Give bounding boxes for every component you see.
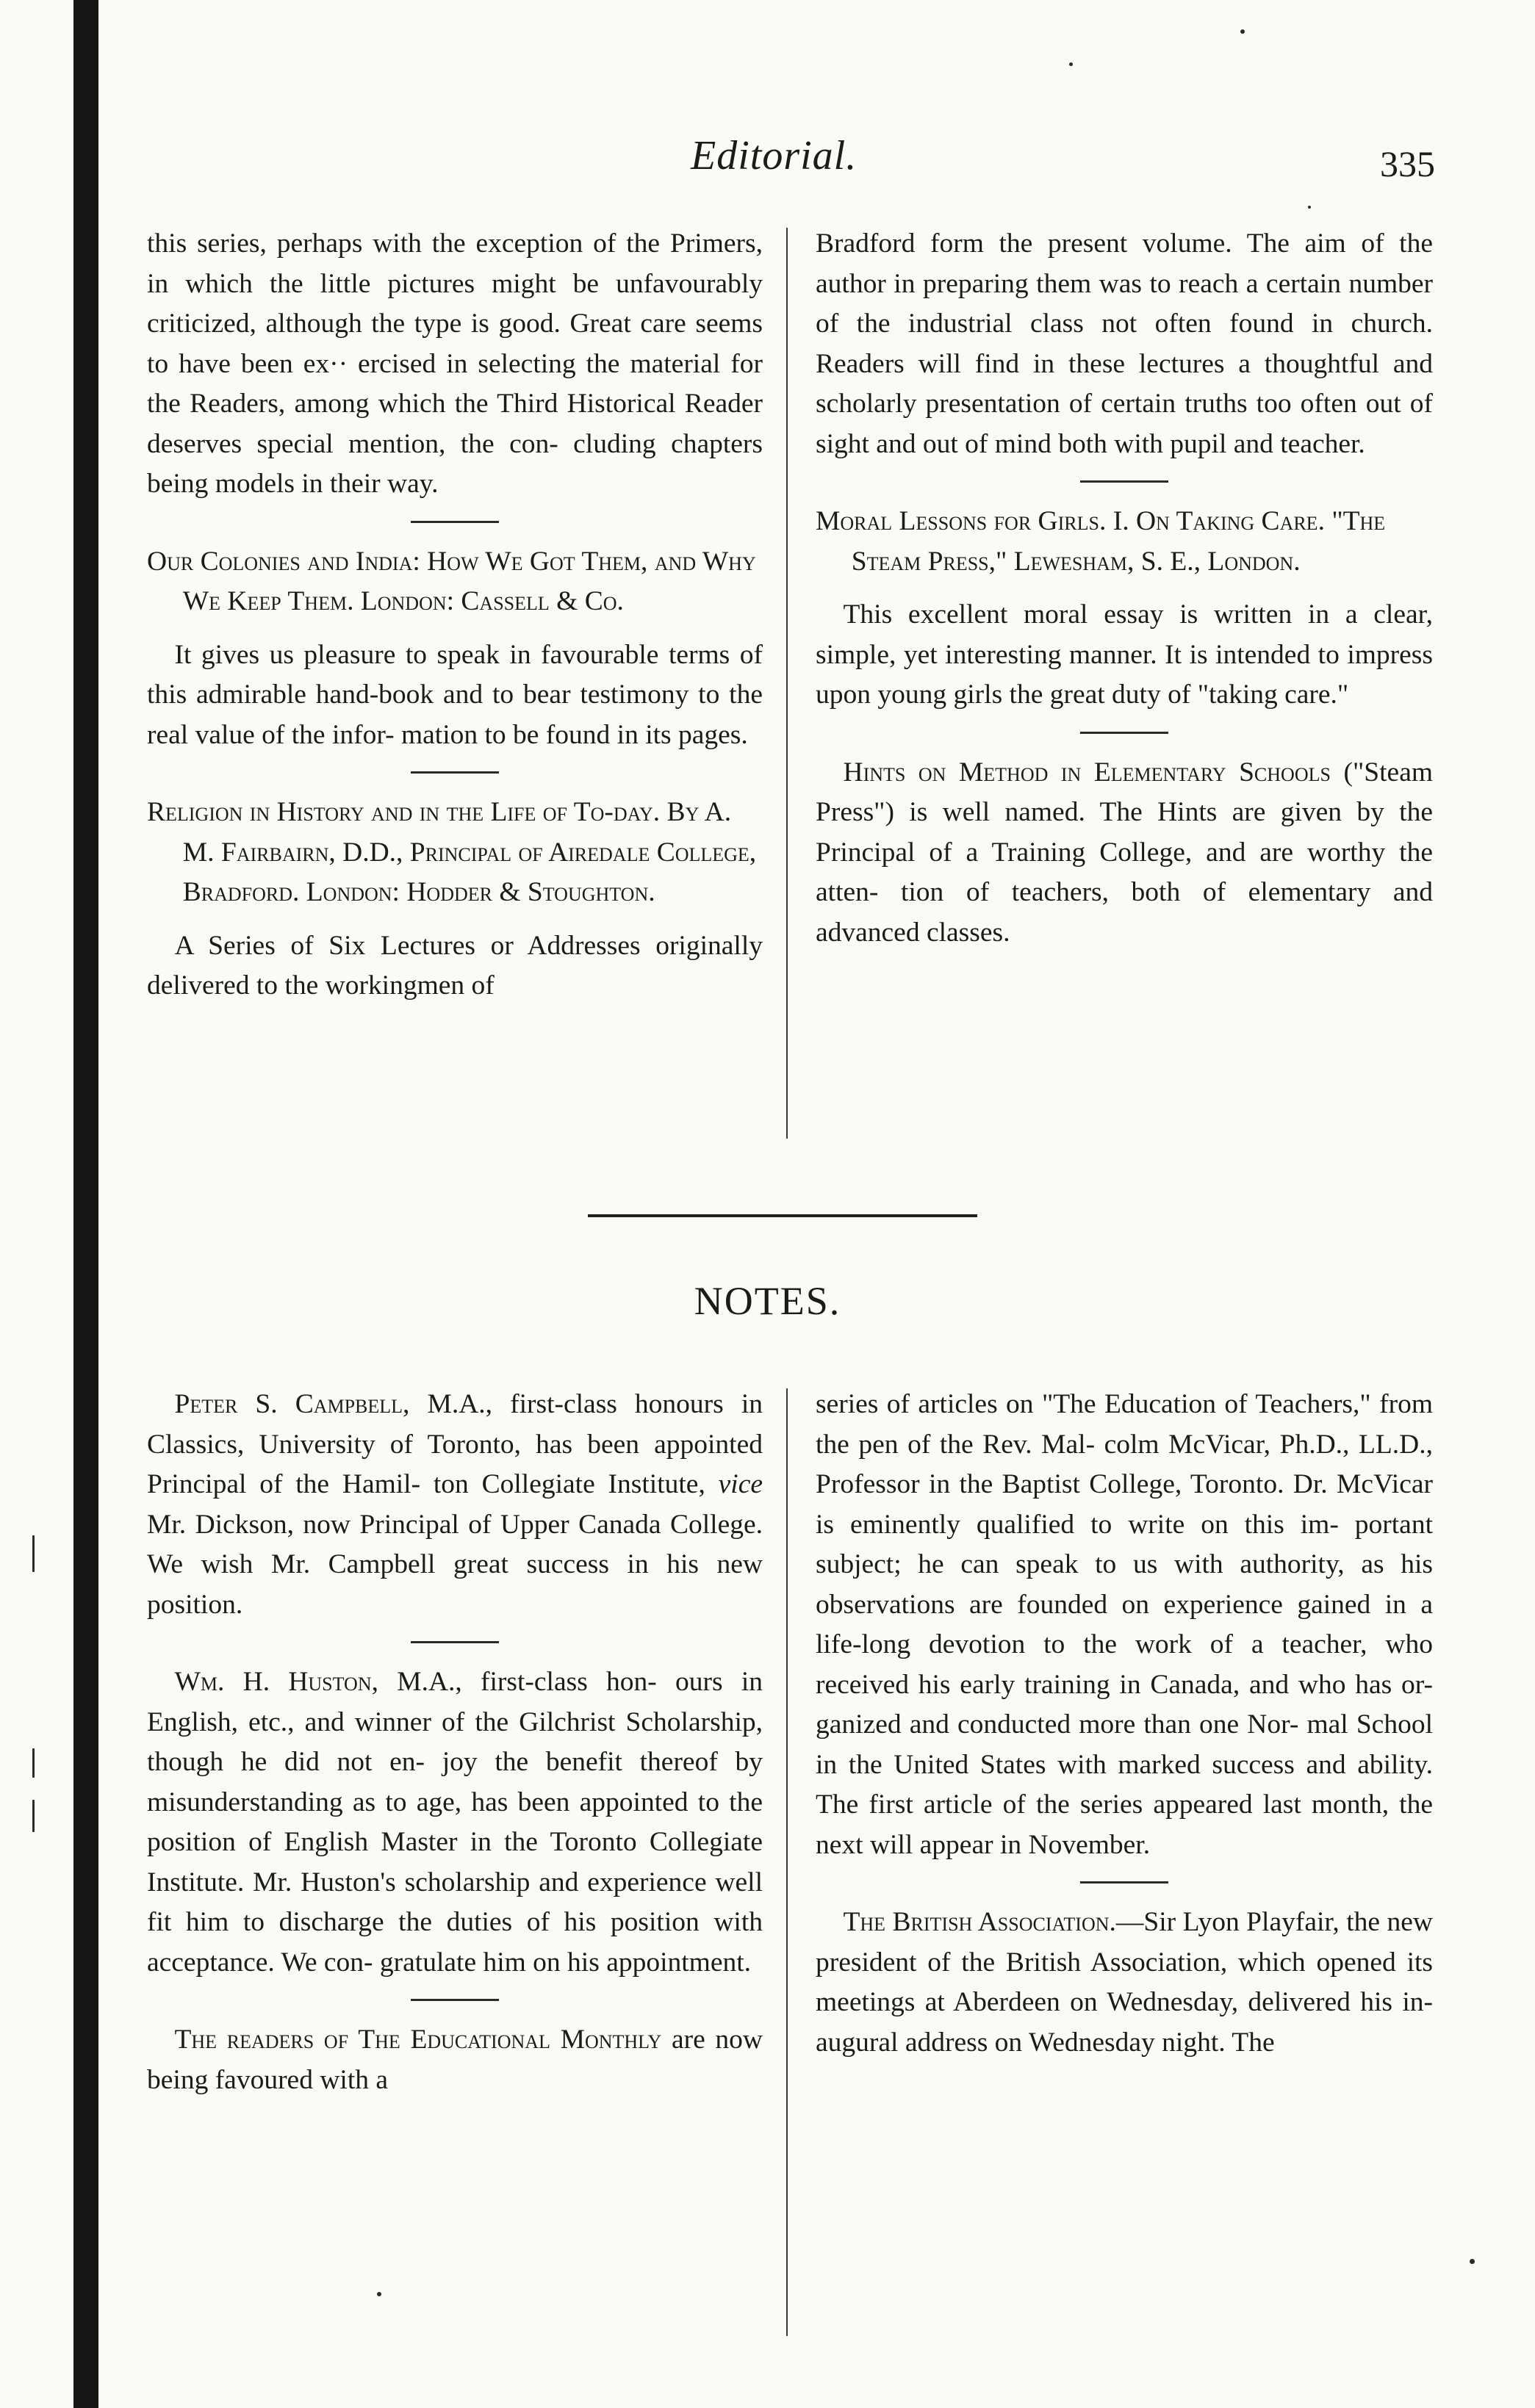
- note-british-association: [816, 1903, 1433, 2063]
- note-huston: [147, 1662, 763, 1983]
- column-divider: [786, 1388, 788, 2336]
- scan-speck: [1470, 2259, 1475, 2264]
- divider: [411, 521, 499, 523]
- column-divider: [786, 228, 788, 1139]
- scan-speck: [1308, 206, 1311, 209]
- page-binding-edge: [73, 0, 98, 2408]
- paragraph-moral-lessons: This excellent moral essay is written in a clear, simple, yet interesting manner. It is intended to impress upon young girls the great duty of "taking care.": [816, 599, 1433, 710]
- entry-lead-hints-on-method: Hints on Method in Elementary Schools: [843, 757, 1331, 787]
- page-number: 335: [1380, 143, 1435, 184]
- note-text-readers: are now being favoured with a: [147, 2025, 763, 2095]
- scan-speck: [32, 1535, 35, 1572]
- note-campbell: [147, 1385, 763, 1625]
- entry-text-hints-on-method: ("Steam Press") is well named. The Hints are given by the Principal of a Training College, and are worthy the atten- tion of teachers, both of elementary and advanced classes.: [816, 757, 1434, 948]
- note-lead-readers: The readers of The Educational Monthly: [174, 2025, 662, 2055]
- note-vice: vice: [718, 1469, 763, 1499]
- paragraph-our-colonies: It gives us pleasure to speak in favourable terms of this admirable hand-book and to bear testimony to the real value of the infor- mation to be found in its pages.: [147, 639, 763, 750]
- note-lead-huston: Wm. H. Huston,: [174, 1667, 378, 1697]
- running-title: Editorial.: [691, 133, 858, 179]
- note-readers: [147, 2020, 763, 2100]
- entry-heading-moral-lessons: Moral Lessons for Girls. I. On Taking Care. "The Steam Press," Lewesham, S. E., London.: [816, 506, 1386, 577]
- scan-speck: [32, 1748, 35, 1778]
- paragraph-hints-on-method: [816, 753, 1433, 954]
- note-text-campbell-2: Mr. Dickson, now Principal of Upper Canada College. We wish Mr. Campbell great success in his new position.: [147, 1509, 763, 1620]
- paragraph-religion-continued: Bradford form the present volume. The aim of the author in preparing them was to reach a certain number of the industrial class not often found in church. Readers will find in these lectures a thoughtful and scholarly presentation of certain truths too often out of sight and out of mind both with pupil and teacher.: [816, 228, 1433, 459]
- notes-left-column: [147, 1385, 763, 2340]
- note-text-huston: M.A., first-class hon- ours in English, etc., and winner of the Gilchrist Scholarship, though he did not en- joy the benefit thereof by misunderstanding as to age, has been appointed to the position of English Master in the Toronto Collegiate Institute. Mr. Huston's scholarship and experience well fit him to discharge the duties of his position with acceptance. We con- gratulate him on his appointment.: [147, 1667, 763, 1978]
- scan-speck: [1069, 62, 1073, 66]
- note-lead-british-association: The British Association.: [843, 1907, 1116, 1937]
- entry-heading-religion-in-history: Religion in History and in the Life of To-day. By A. M. Fairbairn, D.D., Principal of Airedale College, Bradford. London: Hodder & Stoughton.: [147, 797, 757, 907]
- scan-speck: [1240, 29, 1245, 34]
- scan-speck: [32, 1800, 35, 1832]
- notes-section-title: NOTES.: [694, 1279, 841, 1323]
- divider: [1080, 732, 1168, 734]
- divider: [1080, 480, 1168, 483]
- scan-speck: [377, 2292, 381, 2296]
- notes-right-column: [816, 1385, 1433, 2340]
- divider: [411, 1999, 499, 2001]
- divider: [411, 1641, 499, 1643]
- running-head: [0, 132, 1535, 198]
- divider: [1080, 1881, 1168, 1883]
- editorial-right-column: [816, 224, 1433, 1179]
- note-text-campbell: M.A., first-class honours in Classics, University of Toronto, has been appointed Principal of the Hamil- ton Collegiate Institute,: [147, 1389, 763, 1499]
- divider: [411, 771, 499, 774]
- note-text-british-association: —Sir Lyon Playfair, the new president of the British Association, which opened its meetings at Aberdeen on Wednesday, delivered his in- augural address on Wednesday night. The: [816, 1907, 1433, 2058]
- entry-heading-our-colonies: Our Colonies and India: How We Got Them, and Why We Keep Them. London: Cassell & Co.: [147, 546, 756, 616]
- note-lead-campbell: Peter S. Campbell,: [174, 1389, 410, 1419]
- section-divider: [588, 1214, 977, 1217]
- editorial-left-column: [147, 224, 763, 1179]
- paragraph-continuation: this series, perhaps with the exception of the Primers, in which the little pictures might be unfavourably criticized, although the type is good. Great care seems to have been ex·· ercised in selecting the material for the Readers, among which the Third Historical Reader deserves special mention, the con- cluding chapters being models in their way.: [147, 228, 763, 499]
- note-readers-continued: series of articles on "The Education of Teachers," from the pen of the Rev. Mal- colm McVicar, Ph.D., LL.D., Professor in the Baptist College, Toronto. Dr. McVicar is eminently qualified to write on this im- portant subject; he can speak to us with authority, as his observations are founded on experience gained in a life-long devotion to the work of a teacher, who received his early training in Canada, and who has or- ganized and conducted more than one Nor- mal School in the United States with marked success and ability. The first article of the series appeared last month, the next will appear in November.: [816, 1389, 1433, 1860]
- paragraph-religion-in-history: A Series of Six Lectures or Addresses originally delivered to the workingmen of: [147, 930, 763, 1001]
